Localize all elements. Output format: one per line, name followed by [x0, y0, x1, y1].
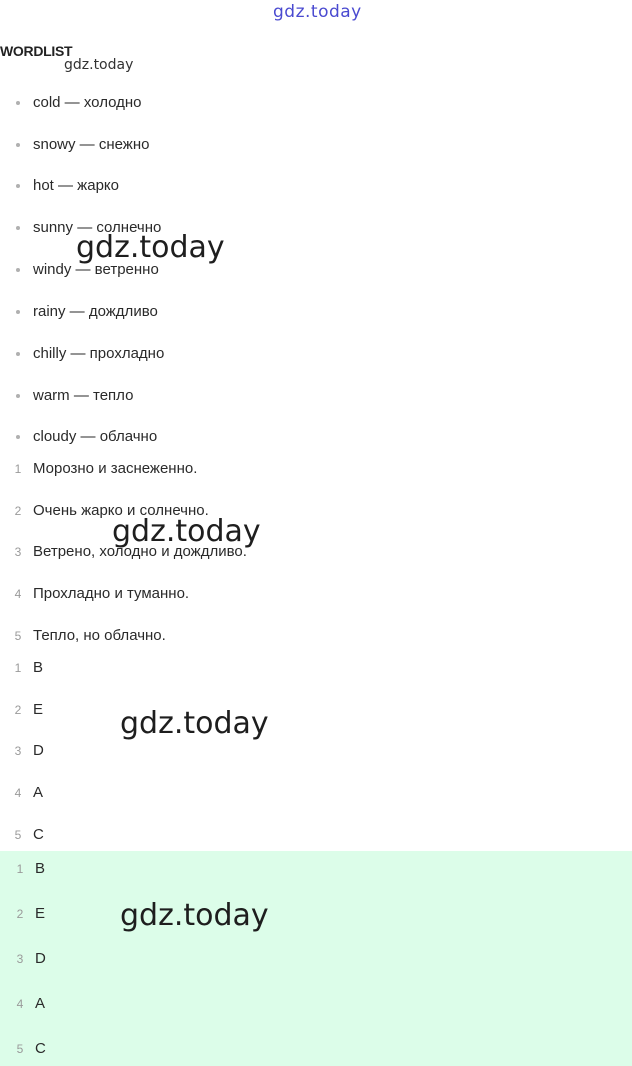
watermark-top: gdz.today	[273, 2, 362, 22]
item-number: 3	[14, 744, 22, 758]
answer-letter: D	[33, 742, 44, 759]
item-number: 2	[16, 907, 24, 921]
item-number: 4	[14, 786, 22, 800]
bullet-icon	[16, 352, 20, 356]
answer-letter: E	[33, 701, 44, 718]
item-number: 4	[14, 587, 22, 601]
item-number: 2	[14, 504, 22, 518]
item-number: 1	[14, 462, 22, 476]
watermark: gdz.today	[76, 230, 225, 265]
watermark-heading: gdz.today	[64, 57, 134, 73]
wordlist-entry: hot — жарко	[33, 177, 119, 194]
highlighted-answers-block	[0, 851, 632, 1066]
wordlist-entry: warm — тепло	[33, 387, 134, 404]
answer-letter: A	[33, 784, 44, 801]
sentence-text: Прохладно и туманно.	[33, 585, 190, 602]
bullet-icon	[16, 394, 20, 398]
bullet-icon	[16, 143, 20, 147]
item-number: 5	[14, 828, 22, 842]
wordlist-entry: snowy — снежно	[33, 136, 150, 153]
wordlist-entry: rainy — дождливо	[33, 303, 158, 320]
answer-letter: D	[35, 950, 46, 967]
bullet-icon	[16, 184, 20, 188]
wordlist-entry: sunny — солнечно	[33, 219, 162, 236]
bullet-icon	[16, 310, 20, 314]
item-number: 3	[16, 952, 24, 966]
sentence-text: Очень жарко и солнечно.	[33, 502, 209, 519]
answer-letter: B	[33, 659, 44, 676]
bullet-icon	[16, 226, 20, 230]
wordlist-entry: cloudy — облачно	[33, 428, 158, 445]
item-number: 2	[14, 703, 22, 717]
sentence-text: Морозно и заснеженно.	[33, 460, 198, 477]
sentence-text: Ветрено, холодно и дождливо.	[33, 543, 247, 560]
bullet-icon	[16, 268, 20, 272]
answer-letter: B	[35, 860, 46, 877]
item-number: 4	[16, 997, 24, 1011]
watermark: gdz.today	[112, 514, 261, 549]
item-number: 3	[14, 545, 22, 559]
answer-letter: A	[35, 995, 46, 1012]
answer-letter: C	[33, 826, 44, 843]
wordlist-entry: chilly — прохладно	[33, 345, 165, 362]
wordlist-entry: windy — ветренно	[33, 261, 159, 278]
bullet-icon	[16, 101, 20, 105]
watermark: gdz.today	[120, 706, 269, 741]
item-number: 5	[14, 629, 22, 643]
item-number: 1	[16, 862, 24, 876]
wordlist-heading: WORDLIST	[0, 43, 73, 59]
bullet-icon	[16, 435, 20, 439]
answer-letter: E	[35, 905, 46, 922]
sentence-text: Тепло, но облачно.	[33, 627, 166, 644]
item-number: 1	[14, 661, 22, 675]
watermark: gdz.today	[120, 898, 269, 933]
wordlist-entry: cold — холодно	[33, 94, 142, 111]
answer-letter: C	[35, 1040, 46, 1057]
item-number: 5	[16, 1042, 24, 1056]
